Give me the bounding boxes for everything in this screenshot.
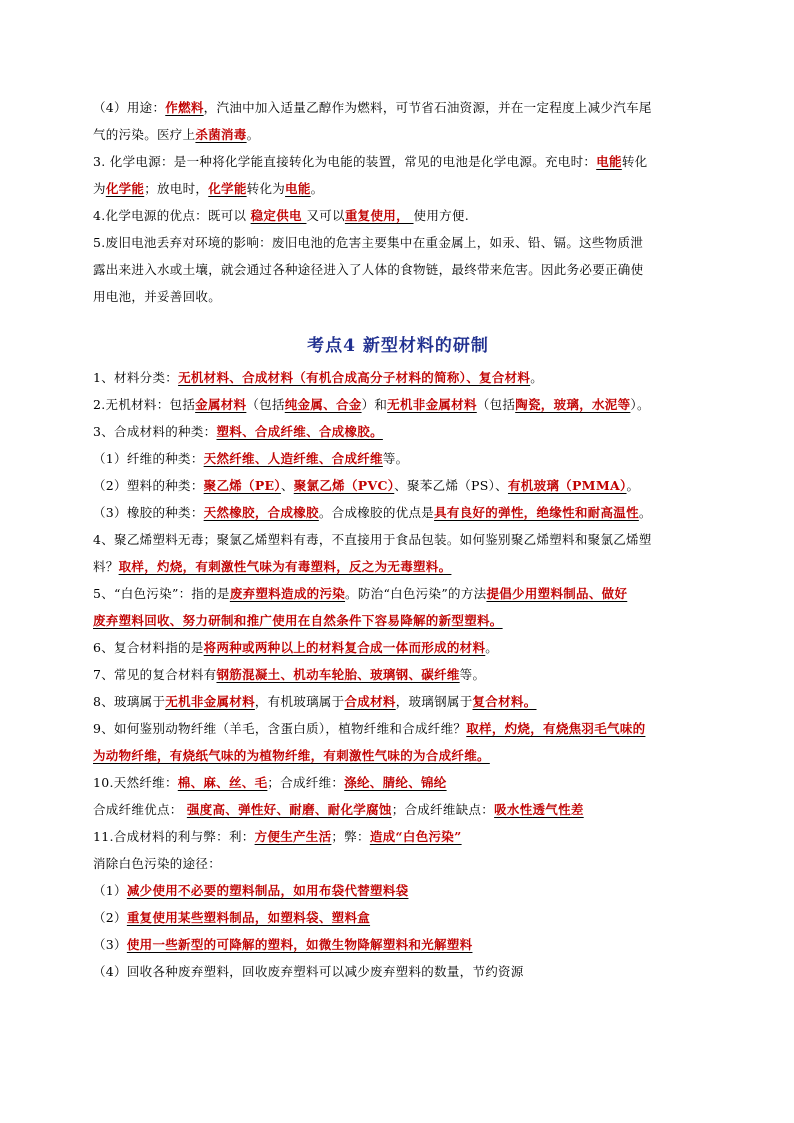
answer: 废弃塑料回收、努力研制和推广使用在自然条件下容易降解的新型塑料。	[93, 613, 503, 628]
item-11-3	[93, 931, 703, 958]
answer: 有机玻璃（PMMA）	[507, 478, 627, 493]
text: ；合成纤维缺点：	[391, 802, 495, 817]
item-9-cont	[93, 742, 703, 769]
answer: 使用一些新型的可降解的塑料，如微生物降解塑料和光解塑料	[126, 937, 473, 952]
item-10	[93, 769, 703, 796]
text: 。合成橡胶的优点是	[318, 505, 435, 520]
text: 10.天然纤维：	[93, 775, 178, 790]
text: ，玻璃钢属于	[395, 694, 473, 709]
document-page	[93, 94, 703, 985]
answer: 将两种或两种以上的材料复合成一体而形成的材料	[203, 640, 486, 655]
answer: 聚乙烯（PE）	[203, 478, 281, 493]
paragraph-advantages	[93, 202, 703, 229]
text: 1、材料分类：	[93, 370, 179, 385]
text: （3）	[93, 937, 127, 952]
text: （3）橡胶的种类：	[93, 505, 204, 520]
answer: 吸水性透气性差	[494, 802, 584, 817]
item-4-cont	[93, 553, 703, 580]
text: （包括	[476, 397, 516, 412]
item-1	[93, 364, 703, 391]
answer: 具有良好的弹性，绝缘性和耐高温性	[434, 505, 639, 520]
text: （1）	[93, 883, 127, 898]
answer: 塑料、合成纤维、合成橡胶。	[216, 424, 383, 439]
text: 2.无机材料：包括	[93, 397, 196, 412]
answer: 聚氯乙烯（PVC）	[293, 478, 395, 493]
answer: 钢筋混凝土、机动车轮胎、玻璃钢、碳纤维	[216, 667, 460, 682]
item-5-cont	[93, 607, 703, 634]
paragraph-chem-power-cont	[93, 175, 703, 202]
answer: 取样，灼烧，有烧焦羽毛气味的	[466, 721, 646, 736]
answer: 复合材料。	[472, 694, 537, 709]
text: （包括	[246, 397, 285, 412]
text: （1）纤维的种类：	[93, 451, 204, 466]
item-3-3	[93, 499, 703, 526]
item-8	[93, 688, 703, 715]
text: 11.合成材料的利与弊：利：	[93, 829, 255, 844]
text: 5、“白色污染”：指的是	[93, 586, 230, 601]
text: 又可以	[306, 208, 345, 223]
text: ）。	[630, 397, 650, 412]
paragraph-use-cont	[93, 121, 703, 148]
paragraph-impact-2: 露出来进入水或土壤，就会通过各种途径进入了人体的食物链，最终带来危害。因此务必要正确使	[93, 262, 644, 277]
text: 。	[530, 370, 544, 385]
text: 转化	[621, 154, 648, 169]
text: 合成纤维优点：	[93, 802, 187, 817]
item-4: 4、聚乙烯塑料无毒；聚氯乙烯塑料有毒，不直接用于食品包装。如何鉴别聚乙烯塑料和聚氯乙烯塑	[93, 532, 652, 547]
text: 。	[310, 181, 324, 196]
text: 8、玻璃属于	[93, 694, 166, 709]
text: 。	[485, 640, 499, 655]
answer: 减少使用不必要的塑料制品，如用布袋代替塑料袋	[126, 883, 409, 898]
text: 、聚苯乙烯（PS）、	[394, 478, 508, 493]
answer: 无机非金属材料	[387, 397, 477, 412]
answer: 金属材料	[195, 397, 247, 412]
answer: 天然橡胶，合成橡胶	[203, 505, 319, 520]
item-3	[93, 418, 703, 445]
item-11-2	[93, 904, 703, 931]
text: 4.化学电源的优点：既可以	[93, 208, 251, 223]
text: 料？	[93, 559, 119, 574]
text: ，有机玻璃属于	[254, 694, 345, 709]
text: ；放电时，	[144, 181, 209, 196]
text: 9、如何鉴别动物纤维（羊毛，含蛋白质），植物纤维和合成纤维？	[93, 721, 467, 736]
answer: 重复使用某些塑料制品，如塑料袋、塑料盒	[126, 910, 371, 925]
text: 、	[280, 478, 294, 493]
answer: 化学能	[208, 181, 247, 196]
item-11-title: 消除白色污染的途径：	[93, 856, 222, 871]
answer: 纯金属、合金	[284, 397, 362, 412]
text: 3. 化学电源：是一种将化学能直接转化为电能的装置，常见的电池是化学电源。充电时：	[93, 154, 597, 169]
text: 6、复合材料指的是	[93, 640, 204, 655]
answer: 电能	[285, 181, 311, 196]
answer: 稳定供电	[250, 208, 307, 223]
paragraph-impact-1: 5.废旧电池丢弃对环境的影响：废旧电池的危害主要集中在重金属上，如汞、铅、镉。这些物质泄	[93, 235, 644, 250]
answer: 化学能	[105, 181, 145, 196]
text: 使用方便.	[413, 208, 470, 223]
text: （2）	[93, 910, 127, 925]
item-11-1	[93, 877, 703, 904]
answer: 无机材料、合成材料（有机合成高分子材料的简称）、复合材料	[178, 370, 531, 385]
item-6	[93, 634, 703, 661]
item-2	[93, 391, 703, 418]
item-10-cont	[93, 796, 703, 823]
item-9	[93, 715, 703, 742]
paragraph-chem-power	[93, 148, 703, 175]
answer: 方便生产生活	[254, 829, 332, 844]
text: 。防治“白色污染”的方法	[345, 586, 487, 601]
text: 气的污染。医疗上	[93, 127, 196, 142]
answer: 无机非金属材料	[165, 694, 255, 709]
text: 。	[638, 505, 652, 520]
item-11	[93, 823, 703, 850]
answer: 陶瓷，玻璃，水泥等	[515, 397, 631, 412]
answer: 提倡少用塑料制品、做好	[486, 586, 628, 601]
text: ）和	[361, 397, 388, 412]
answer: 取样，灼烧，有刺激性气味为有毒塑料，反之为无毒塑料。	[118, 559, 452, 574]
answer-fuel: 作燃料	[165, 100, 204, 115]
answer: 天然纤维、人造纤维、合成纤维	[203, 451, 383, 466]
answer: 棉、麻、丝、毛	[177, 775, 268, 790]
answer: 涤纶、腈纶、锦纶	[344, 775, 447, 790]
answer: 电能	[596, 154, 622, 169]
answer: 造成“白色污染”	[369, 829, 462, 844]
text: （4）用途：	[93, 100, 166, 115]
text: ，汽油中加入适量乙醇作为燃料，可节省石油资源，并在一定程度上减少汽车尾	[203, 100, 652, 115]
answer-sterilize: 杀菌消毒	[195, 127, 247, 142]
item-11-4: （4）回收各种废弃塑料，回收废弃塑料可以减少废弃塑料的数量，节约资源	[93, 964, 524, 979]
text: 3、合成材料的种类：	[93, 424, 217, 439]
text: ；合成纤维：	[267, 775, 345, 790]
answer: 强度高、弹性好、耐磨、耐化学腐蚀	[186, 802, 392, 817]
text: 为	[93, 181, 106, 196]
text: 7、常见的复合材料有	[93, 667, 217, 682]
paragraph-use	[93, 94, 703, 121]
text: 。	[246, 127, 260, 142]
text: 等。	[459, 667, 486, 682]
text: 转化为	[246, 181, 286, 196]
text: 等。	[382, 451, 409, 466]
item-3-2	[93, 472, 703, 499]
text: ；弊：	[331, 829, 370, 844]
answer: 为动物纤维，有烧纸气味的为植物纤维，有刺激性气味的为合成纤维。	[93, 748, 490, 763]
item-7	[93, 661, 703, 688]
section-title: 考点4 新型材料的研制	[307, 336, 489, 356]
answer: 重复使用，	[344, 208, 414, 223]
text: （2）塑料的种类：	[93, 478, 204, 493]
answer: 合成材料	[344, 694, 396, 709]
answer: 废弃塑料造成的污染	[229, 586, 346, 601]
item-3-1	[93, 445, 703, 472]
text: 。	[626, 478, 640, 493]
item-5	[93, 580, 703, 607]
paragraph-impact-3: 用电池，并妥善回收。	[93, 289, 222, 304]
